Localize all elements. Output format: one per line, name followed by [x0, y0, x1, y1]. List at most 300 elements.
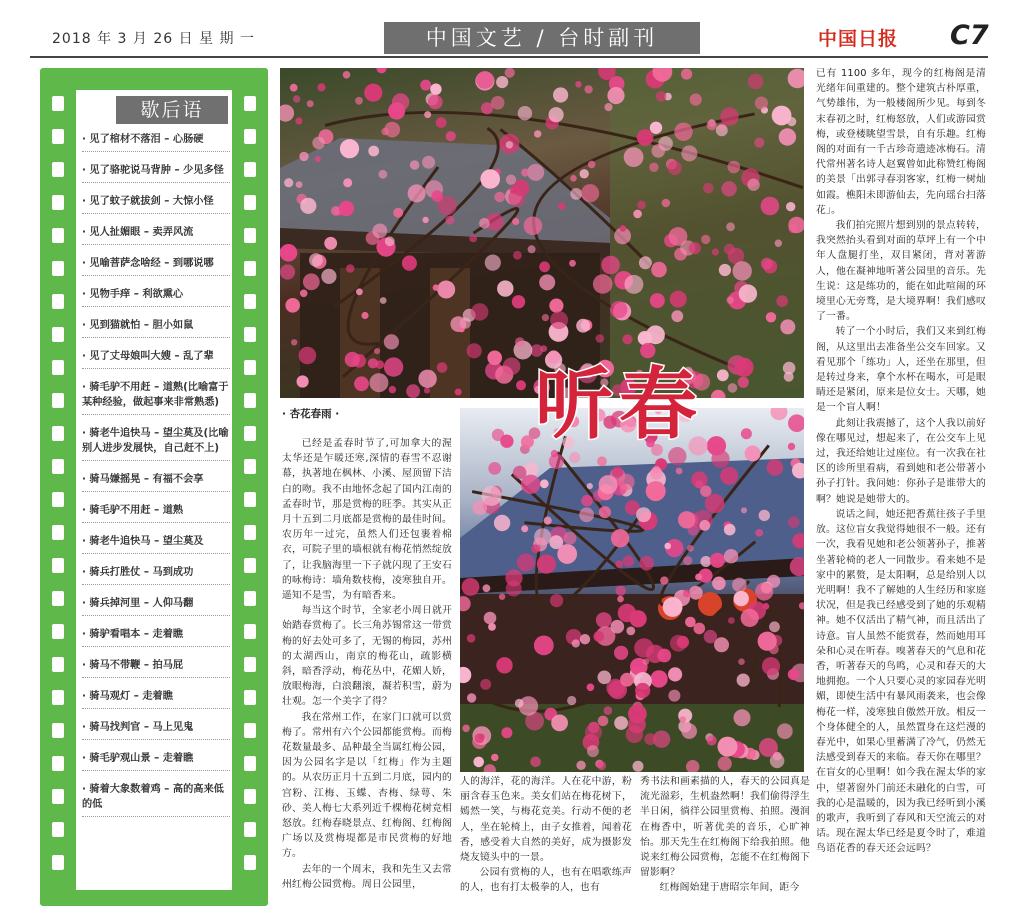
- blossom: [761, 258, 773, 270]
- blossom: [408, 184, 426, 202]
- blossom: [531, 544, 540, 553]
- film-perforation: [244, 327, 256, 342]
- blossom: [601, 256, 620, 275]
- film-perforation: [52, 426, 64, 441]
- blossom: [393, 208, 403, 218]
- blossom: [343, 71, 351, 79]
- blossom: [446, 131, 456, 141]
- blossom: [650, 122, 662, 134]
- blossom: [734, 709, 751, 726]
- blossom: [664, 543, 671, 550]
- blossom: [513, 466, 527, 480]
- blossom: [660, 576, 668, 584]
- blossom: [767, 459, 784, 476]
- blossom: [710, 553, 725, 568]
- blossom: [633, 761, 644, 772]
- blossom: [539, 261, 550, 272]
- sidebar-title: 歇后语: [116, 96, 228, 124]
- sidebar-item: · 骑老牛追快马 – 望尘莫及(比喻别人进步发展快，自己赶不上): [82, 426, 230, 461]
- blossom: [385, 236, 395, 246]
- blossom: [703, 183, 714, 194]
- blossom: [345, 352, 360, 367]
- blossom: [748, 74, 764, 90]
- blossom: [763, 603, 770, 610]
- film-perforation: [244, 723, 256, 738]
- photo-illustration: [460, 408, 804, 772]
- blossom: [668, 161, 682, 175]
- film-perforation: [244, 261, 256, 276]
- blossom: [651, 262, 667, 278]
- blossom: [707, 436, 726, 455]
- blossom: [679, 716, 686, 723]
- blossom: [614, 716, 628, 730]
- blossom: [771, 408, 788, 420]
- article-paragraph: 已有 1100 多年，现今的红梅阁是清光绪年间重建的。整个建筑古朴厚重，气势雄伟，为一般楼阁所少见。每到冬末春初之时，红梅怒放，人们或游园赏梅，或登楼眺望雪景，自有乐趣。红梅阁的对面有一千古珍奇遗迹冰梅石。清代常州著名诗人赵翼曾如此称赞红梅阁的美景「出郭寻春羽客家，红梅一树灿如霞。樵阳未即游仙去，先向瑶台扫落花」。: [816, 68, 986, 216]
- blossom: [505, 68, 515, 78]
- blossom: [321, 269, 336, 284]
- blossom: [296, 181, 303, 188]
- blossom: [652, 144, 666, 158]
- blossom: [462, 725, 470, 733]
- blossom: [717, 369, 729, 381]
- blossom: [620, 673, 634, 687]
- blossom: [676, 468, 683, 475]
- blossom: [431, 190, 443, 202]
- blossom: [780, 319, 795, 334]
- film-perforation: [244, 624, 256, 639]
- blossom: [745, 446, 761, 462]
- blossom: [512, 295, 525, 308]
- blossom: [299, 347, 317, 365]
- blossom: [550, 311, 568, 329]
- film-perforation: [52, 525, 64, 540]
- article-column-3: [640, 774, 810, 908]
- blossom: [324, 237, 337, 250]
- blossom: [662, 199, 671, 208]
- blossom: [469, 235, 477, 243]
- article-paragraph: 我们拍完照片想到别的景点转转，我突然抬头看到对面的草坪上有一个中年人盘腿打坐，双目紧闭，背对著游人，他在凝神地听著公园里的音乐。先生说：这是练功的，能在如此喧闹的环境里心无旁骛，是大境界啊！我们感叹了一番。: [816, 220, 986, 323]
- blossom: [719, 264, 731, 276]
- blossom: [588, 161, 596, 169]
- blossom: [484, 612, 497, 625]
- blossom: [368, 358, 378, 368]
- blossom: [634, 638, 654, 658]
- blossom: [728, 161, 741, 174]
- blossom: [553, 87, 568, 102]
- blossom: [480, 679, 491, 690]
- blossom: [614, 646, 628, 660]
- article-paragraph: 说话之间，她还把香蕉往孩子手里放。这位盲女我觉得她很不一般。还有一次，我看见她和老公领著孙子，推著坐著轮椅的老人一同散步。看来她不是家中的累赘，是太阳啊，总是给别人以光明啊！我不了解她的人生经历和家庭状况，但是我已经感受到了她的乐观精神。她不仅活出了精气神，而且活出了诗意。盲人虽然不能赏春，然而她用耳朵和心灵在听春。嗅著春天的气息和花香，听著春天的鸟鸣，心灵和春天的大地拥抱。一个人只要心灵的家园春光明媚，即使生活中有暴风雨袭来，也会像梅花一样，凌寒独自傲然开放。相反一个身体健全的人，虽然置身在这烂漫的春光中，如果心里蓄满了冷气，仍然无法感受到春天的来临。春天你在哪里？在盲女的心里啊！如今我在渥太华的家中，望著窗外门前还未融化的白雪，可我的心是温暖的，因为我已经听到小溪的歌声，我听到了春风和天空流云的对话。现在渥太华已经是夏令时了，难道鸟语花香的春天还会远吗？: [816, 508, 986, 855]
- blossom: [479, 218, 490, 229]
- blossom: [612, 467, 623, 478]
- blossom: [422, 217, 428, 223]
- blossom: [389, 386, 396, 393]
- blossom: [610, 301, 627, 318]
- blossom: [410, 160, 420, 170]
- blossom: [355, 97, 363, 105]
- film-perforation: [244, 393, 256, 408]
- film-perforation: [244, 459, 256, 474]
- film-perforation: [244, 129, 256, 144]
- blossom: [732, 578, 747, 593]
- blossom: [524, 217, 543, 236]
- blossom: [496, 76, 508, 88]
- blossom: [356, 288, 363, 295]
- film-perforation: [52, 492, 64, 507]
- blossom: [683, 556, 692, 565]
- blossom: [716, 124, 728, 136]
- film-perforation: [52, 261, 64, 276]
- blossom: [728, 383, 738, 393]
- blossom: [467, 693, 476, 702]
- film-perforation: [52, 360, 64, 375]
- blossom: [285, 298, 300, 313]
- film-perforation: [244, 855, 256, 870]
- blossom: [343, 178, 352, 187]
- blossom: [759, 510, 770, 521]
- sidebar-film-strip: [40, 68, 268, 906]
- blossom: [544, 517, 552, 525]
- blossom: [720, 467, 738, 485]
- blossom: [503, 358, 521, 376]
- blossom: [639, 256, 652, 269]
- blossom: [499, 594, 505, 600]
- blossom: [491, 96, 505, 110]
- blossom: [766, 312, 776, 322]
- blossom: [738, 658, 745, 665]
- blossom: [585, 724, 602, 741]
- blossom: [455, 389, 462, 396]
- article-paragraph: 此刻让我震撼了，这个人我以前好像在哪见过，想起来了，在公交车上见过，我还给她让过座位。有一次我在社区的诊所里看病，看到她和老公带著小孙子打针。我问她：你孙子是谁带大的啊？她说是她带大的。: [816, 417, 986, 505]
- blossom: [773, 752, 782, 761]
- blossom: [339, 201, 354, 216]
- blossom: [720, 107, 738, 125]
- blossom: [284, 178, 293, 187]
- blossom: [528, 245, 536, 253]
- sidebar-item: · 骑老牛追快马 – 望尘莫及: [82, 534, 230, 554]
- blossom: [587, 745, 599, 757]
- blossom: [494, 515, 510, 531]
- blossom: [521, 525, 528, 532]
- blossom: [775, 240, 782, 247]
- blossom: [777, 723, 793, 739]
- article-column-4: [816, 66, 986, 908]
- blossom: [741, 428, 752, 439]
- sidebar-list: [82, 132, 230, 828]
- section-banner: 中国文艺 / 台时副刊: [384, 22, 700, 54]
- article-paragraph: 秀书法和画素描的人，春天的公园真是流光溢彩，生机盎然啊！我们偷得浮生半日闲，徜徉公园里赏梅、拍照。漫润在梅香中，听著优美的音乐，心旷神怡。那天先生在红梅阁下给我拍照。他说来红梅公园赏梅，怎能不在红梅阁下留影啊？: [640, 776, 810, 879]
- blossom: [596, 612, 612, 628]
- blossom: [280, 244, 297, 262]
- blossom: [580, 634, 590, 644]
- blossom: [300, 290, 308, 298]
- film-perforation: [244, 426, 256, 441]
- article-subhead: · 杏花春雨 ·: [282, 408, 340, 420]
- blossom: [772, 106, 792, 126]
- film-perforation: [52, 624, 64, 639]
- blossom: [518, 106, 532, 120]
- blossom: [570, 188, 582, 200]
- sidebar-item: · 见物手痒 – 利欲熏心: [82, 287, 230, 307]
- blossom: [611, 529, 629, 547]
- blossom: [599, 506, 611, 518]
- blossom: [687, 545, 694, 552]
- blossom: [515, 337, 525, 347]
- blossom: [635, 683, 650, 698]
- film-perforation: [244, 195, 256, 210]
- film-perforation: [52, 855, 64, 870]
- blossom: [683, 590, 690, 597]
- blossom: [521, 169, 529, 177]
- blossom: [482, 486, 502, 506]
- blossom: [695, 574, 702, 581]
- blossom: [754, 138, 764, 148]
- film-perforation: [52, 558, 64, 573]
- film-perforation: [244, 789, 256, 804]
- blossom: [739, 284, 757, 302]
- blossom: [788, 516, 800, 528]
- blossom: [309, 253, 323, 267]
- article-paragraph: 人的海洋，花的海洋。人在花中游，粉丽含春玉色来。美女们站在梅花树下，嫣然一笑，与梅花竞美。行动不便的老人，坐在轮椅上，由子女推着，闻着花香，感受着大自然的美好，成为摄影发烧友镜头中的一景。: [460, 776, 632, 864]
- blossom: [437, 362, 448, 373]
- article-paragraph: 已经是孟春时节了,可加拿大的渥太华还是乍暖还寒,深情的春雪不忍谢幕，执著地在枫林、小溪、屋顶留下洁白的吻。我不由地怀念起了国内江南的孟春时节，那是赏梅的旺季。其实从正月十五到二月底都是赏梅的最佳时间。农历年一过完，虽然人们还包裹着棉衣，可院子里的墙根就有梅花悄然绽放了，让我脑海里一下子就闪现了王安石的咏梅诗：墙角数枝梅，凌寒独自开。遥知不是雪，为有暗香来。: [282, 438, 452, 602]
- blossom: [380, 297, 387, 304]
- blossom: [639, 556, 654, 571]
- blossom: [539, 274, 555, 290]
- blossom: [581, 184, 599, 202]
- blossom: [494, 192, 505, 203]
- blossom: [576, 761, 585, 770]
- blossom: [483, 584, 491, 592]
- blossom: [384, 357, 403, 376]
- blossom: [712, 248, 719, 255]
- film-perforation: [244, 162, 256, 177]
- blossom: [604, 706, 613, 715]
- blossom: [727, 296, 734, 303]
- blossom: [575, 81, 582, 88]
- article-title: 听春: [535, 359, 704, 450]
- blossom: [704, 630, 717, 643]
- sidebar-item: · 见到猫就怕 – 胆小如鼠: [82, 318, 230, 338]
- blossom: [576, 319, 590, 333]
- blossom: [650, 670, 667, 687]
- blossom: [430, 84, 441, 95]
- blossom: [295, 117, 302, 124]
- blossom: [721, 181, 736, 196]
- blossom: [369, 373, 388, 392]
- blossom: [624, 275, 643, 294]
- blossom: [428, 95, 443, 110]
- blossom: [436, 117, 447, 128]
- blossom: [550, 594, 563, 607]
- blossom: [501, 727, 512, 738]
- article-column-1: [282, 436, 452, 908]
- blossom: [512, 218, 519, 225]
- blossom: [707, 120, 717, 130]
- blossom: [630, 610, 647, 627]
- film-perforation: [52, 657, 64, 672]
- blossom: [506, 581, 522, 597]
- blossom: [761, 197, 780, 216]
- blossom: [707, 735, 717, 745]
- blossom: [549, 299, 563, 313]
- blossom: [521, 435, 534, 448]
- blossom: [418, 370, 436, 388]
- article-column-2: [460, 774, 632, 908]
- blossom: [303, 273, 320, 290]
- film-perforation: [244, 558, 256, 573]
- blossom: [737, 674, 750, 687]
- sidebar-item: · 骑毛驴观山景 – 走着瞧: [82, 751, 230, 771]
- sidebar-item: · 骑马嫌摇晃 – 有福不会享: [82, 472, 230, 492]
- article-paragraph: 公园有赏梅的人，也有在唱歌练声的人，也有打太极拳的人，也有: [460, 867, 632, 894]
- sidebar-item: · 骑驴看唱本 – 走着瞧: [82, 627, 230, 647]
- film-perforation: [244, 96, 256, 111]
- article-paragraph: 每当这个时节，全家老小周日就开始踏春赏梅了。长三角苏锡常这一带赏梅的好去处可多了，无锡的梅园，苏州的太湖西山，南京的梅花山，疏影横斜，暗香浮动，梅花丛中，花媚人娇，放眼梅海，白浪翻滚，凝若积雪，蔚为壮观。怎一个美字了得？: [282, 605, 452, 708]
- blossom: [368, 146, 379, 157]
- blossom: [479, 734, 485, 740]
- blossom: [593, 274, 613, 294]
- plum-blossom-temple-photo: [460, 408, 804, 772]
- blossom: [564, 532, 577, 545]
- blossom: [549, 454, 564, 469]
- blossom: [542, 314, 549, 321]
- film-perforation: [52, 690, 64, 705]
- blossom: [570, 175, 577, 182]
- blossom: [467, 343, 482, 358]
- blossom: [741, 507, 747, 513]
- blossom: [476, 71, 494, 89]
- blossom: [424, 388, 430, 394]
- blossom: [598, 716, 609, 727]
- blossom: [734, 358, 753, 377]
- blossom: [485, 255, 501, 271]
- blossom: [297, 375, 309, 387]
- blossom: [290, 84, 298, 92]
- blossom: [506, 141, 513, 148]
- blossom: [705, 494, 725, 514]
- blossom: [788, 443, 795, 450]
- blossom: [788, 669, 799, 680]
- film-perforation: [244, 690, 256, 705]
- blossom: [615, 560, 623, 568]
- blossom: [690, 94, 702, 106]
- blossom: [473, 757, 484, 768]
- blossom: [597, 456, 607, 466]
- blossom: [689, 586, 703, 600]
- blossom: [515, 699, 524, 708]
- blossom: [579, 507, 594, 522]
- blossom: [530, 757, 541, 768]
- blossom: [437, 281, 455, 299]
- blossom: [650, 467, 662, 479]
- blossom: [755, 529, 763, 537]
- film-perforation: [244, 591, 256, 606]
- blossom: [527, 164, 544, 181]
- blossom: [671, 310, 683, 322]
- film-perforation: [244, 360, 256, 375]
- blossom: [480, 169, 500, 189]
- film-perforation: [244, 657, 256, 672]
- blossom: [668, 690, 680, 702]
- blossom: [701, 235, 710, 244]
- film-perforation: [244, 294, 256, 309]
- sidebar-item: · 骑着大象数着鸡 – 高的高来低的低: [82, 782, 230, 817]
- blossom: [420, 80, 431, 91]
- blossom: [689, 242, 701, 254]
- blossom: [354, 376, 369, 391]
- blossom: [616, 586, 626, 596]
- blossom: [558, 203, 565, 210]
- blossom: [718, 737, 738, 757]
- blossom: [699, 520, 710, 531]
- blossom: [734, 591, 749, 606]
- blossom: [587, 684, 595, 692]
- blossom: [670, 635, 687, 652]
- sidebar-item: · 见喻菩萨念啥经 – 到哪说哪: [82, 256, 230, 276]
- blossom: [312, 137, 325, 150]
- blossom: [506, 175, 516, 185]
- blossom: [607, 87, 624, 104]
- blossom: [376, 68, 386, 73]
- blossom: [656, 91, 667, 102]
- blossom: [637, 201, 646, 210]
- sidebar-item: · 骑毛驴不用赶 – 道熟: [82, 503, 230, 523]
- blossom: [728, 617, 735, 624]
- issue-date: 2018 年 3 月 26 日 星 期 一: [52, 31, 255, 47]
- sidebar-panel: [76, 90, 232, 890]
- blossom: [694, 623, 706, 635]
- blossom: [315, 156, 321, 162]
- blossom: [406, 384, 420, 398]
- blossom: [299, 152, 308, 161]
- blossom: [762, 657, 780, 675]
- blossom: [681, 145, 697, 161]
- blossom: [379, 170, 388, 179]
- blossom: [462, 578, 480, 596]
- film-perforation: [52, 723, 64, 738]
- film-perforation: [52, 162, 64, 177]
- blossom: [657, 649, 671, 663]
- blossom: [670, 291, 687, 308]
- blossom: [628, 704, 647, 723]
- sidebar-item: · 骑兵掉河里 – 人仰马翻: [82, 596, 230, 616]
- article-paragraph: 红梅阁始建于唐昭宗年间，距今: [659, 882, 800, 894]
- blossom: [291, 339, 297, 345]
- blossom: [593, 631, 604, 642]
- blossom: [317, 83, 325, 91]
- blossom: [738, 377, 749, 388]
- blossom: [445, 216, 454, 225]
- blossom: [392, 93, 409, 110]
- film-perforation: [52, 756, 64, 771]
- blossom: [516, 380, 526, 390]
- blossom: [626, 627, 635, 636]
- blossom: [685, 617, 696, 628]
- blossom: [700, 556, 711, 567]
- blossom: [726, 222, 735, 231]
- film-perforation: [244, 756, 256, 771]
- blossom: [293, 95, 300, 102]
- film-perforation: [52, 393, 64, 408]
- blossom: [361, 312, 368, 319]
- blossom: [581, 495, 593, 507]
- sidebar-item: · 骑马找判官 – 马上见鬼: [82, 720, 230, 740]
- sidebar-item: · 见了丈母娘叫大嫂 – 乱了辈: [82, 349, 230, 369]
- blossom: [584, 85, 592, 93]
- blossom: [788, 414, 804, 432]
- blossom: [681, 723, 697, 739]
